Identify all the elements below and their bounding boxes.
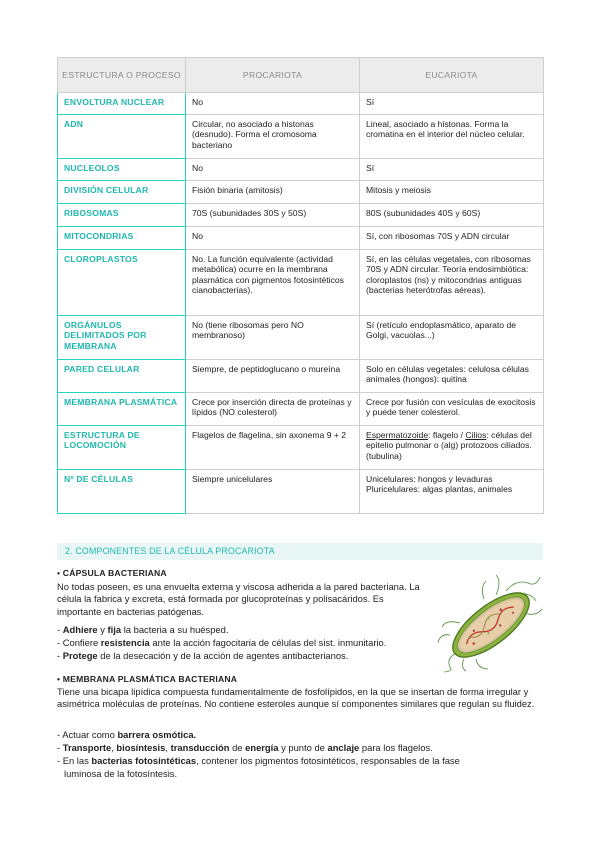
keyword: resistencia: [100, 637, 150, 648]
cell-eucariota: 80S (subunidades 40S y 60S): [360, 204, 544, 227]
term-espermatozoide: Espermatozoide: [366, 430, 429, 440]
membrana-paragraph: Tiene una bicapa lipídica compuesta fundamentalmente de fosfolípidos, en la que se insertan de forma irregular y asimétrica moléculas de proteínas. No contiene esteroles aunque sí componentes similares que regulan su fluidez.: [57, 686, 535, 710]
membrana-bullet-3: [57, 755, 460, 767]
keyword: energía: [245, 742, 279, 753]
table-row: [58, 204, 544, 227]
row-header: ESTRUCTURA DE LOCOMOCIÓN: [58, 426, 186, 470]
cell-procariota: No (tiene ribosomas pero NO membranoso): [186, 316, 360, 360]
bullet-text: ante la acción fagocitaria de células del sist. inmunitario.: [149, 637, 387, 648]
bullet-text: ,: [111, 742, 117, 753]
keyword: bacterias fotosintéticas: [91, 755, 197, 766]
row-header: ORGÁNULOS DELIMITADOS POR MEMBRANA: [58, 316, 186, 360]
cell-procariota: Siempre, de peptidoglucano o mureína: [186, 360, 360, 393]
row-header: CLOROPLASTOS: [58, 250, 186, 316]
row-header: ENVOLTURA NUCLEAR: [58, 93, 186, 115]
bacterium-illustration: [436, 573, 546, 673]
keyword: Adhiere: [62, 624, 98, 635]
term-cilios: Cilios: [465, 430, 487, 440]
table-row: [58, 470, 544, 514]
bullet-dash: -: [57, 624, 63, 635]
cell-eucariota: Sí, con ribosomas 70S y ADN circular: [360, 227, 544, 250]
row-header: Nº DE CÉLULAS: [58, 470, 186, 514]
membrana-bullet-2: [57, 742, 433, 754]
bullet-dash: -: [57, 650, 63, 661]
cell-procariota: No: [186, 93, 360, 115]
table-row: [58, 426, 544, 470]
table-row: [58, 115, 544, 159]
membrana-bullet-1: [57, 729, 196, 741]
cell-eucariota: Sí: [360, 159, 544, 181]
cell-eucariota: Sí (retículo endoplasmático, aparato de Golgi, vacuolas...): [360, 316, 544, 360]
bullet-dash: -: [57, 742, 63, 753]
row-header: RIBOSOMAS: [58, 204, 186, 227]
capsula-heading: • CÁPSULA BACTERIANA: [57, 568, 167, 578]
cell-procariota: No: [186, 159, 360, 181]
cell-procariota: No. La función equivalente (actividad metabólica) ocurre en la membrana plasmática con pigmentos fotosintéticos cianobacterias).: [186, 250, 360, 316]
cell-eucariota: Unicelulares: hongos y levaduras Pluricelulares: algas plantas, animales: [360, 470, 544, 514]
row-header: MITOCONDRIAS: [58, 227, 186, 250]
cell-eucariota: Lineal, asociado a histonas. Forma la cromatina en el interior del núcleo celular.: [360, 115, 544, 159]
cell-procariota: Flagelos de flagelina, sin axonema 9 + 2: [186, 426, 360, 470]
bullet-text: de la desecación y de la acción de agentes antibacterianos.: [97, 650, 349, 661]
cell-procariota: Crece por inserción directa de proteínas y lípidos (NO colesterol): [186, 393, 360, 426]
cell-eucariota: Solo en células vegetales: celulosa células animales (hongos): quitina: [360, 360, 544, 393]
cell-procariota: No: [186, 227, 360, 250]
cell-eucariota: Sí, en las células vegetales, con ribosomas 70S y ADN circular. Teoría endosimbiótica: cloroplastos (ns) y mitocondrias antiguas (bacterias heterótrofas aéreas).: [360, 250, 544, 316]
bullet-text: - Confiere: [57, 637, 101, 648]
keyword: Transporte: [62, 742, 112, 753]
row-header: PARED CELULAR: [58, 360, 186, 393]
capsula-bullet-2: [57, 637, 386, 649]
keyword: transducción: [170, 742, 230, 753]
capsula-paragraph: No todas poseen, es una envuelta externa y viscosa adherida a la pared bacteriana. La célula la fabrica y excreta, está formada por glucoproteínas y polisacáridos. Es importante en bacterias patógenas.: [57, 581, 420, 617]
header-estructura: ESTRUCTURA O PROCESO: [58, 58, 186, 93]
cell-procariota: Circular, no asociado a histonas (desnudo). Forma el cromosoma bacteriano: [186, 115, 360, 159]
keyword: Protege: [62, 650, 98, 661]
bullet-text: de: [229, 742, 246, 753]
table-row: [58, 227, 544, 250]
table-row: [58, 250, 544, 316]
membrana-bullet-3-cont: luminosa de la fotosíntesis.: [64, 768, 178, 779]
cell-procariota: Siempre unicelulares: [186, 470, 360, 514]
capsula-bullet-1: [57, 624, 228, 636]
table-row: [58, 316, 544, 360]
bullet-text: la bacteria a su huésped.: [121, 624, 229, 635]
table-row: [58, 181, 544, 204]
keyword: barrera osmótica.: [117, 729, 197, 740]
header-procariota: PROCARIOTA: [186, 58, 360, 93]
row-header: NUCLEOLOS: [58, 159, 186, 181]
table-header-row: [58, 58, 544, 93]
bullet-text: y punto de: [278, 742, 328, 753]
cell-text: : flagelo /: [428, 430, 466, 440]
cell-eucariota: [360, 426, 544, 470]
row-header: MEMBRANA PLASMÁTICA: [58, 393, 186, 426]
table-row: [58, 159, 544, 181]
keyword: fija: [107, 624, 122, 635]
header-eucariota: EUCARIOTA: [360, 58, 544, 93]
section-title: 2. COMPONENTES DE LA CÉLULA PROCARIOTA: [57, 543, 543, 560]
cell-eucariota: Crece por fusión con vesículas de exocitosis y puede tener colesterol.: [360, 393, 544, 426]
row-header: DIVISIÓN CELULAR: [58, 181, 186, 204]
bullet-text: para los flagelos.: [359, 742, 433, 753]
cell-eucariota: Sí: [360, 93, 544, 115]
bullet-text: ,: [165, 742, 171, 753]
cell-procariota: 70S (subunidades 30S y 50S): [186, 204, 360, 227]
bullet-text: - Actuar como: [57, 729, 118, 740]
row-header: ADN: [58, 115, 186, 159]
cell-text: : células del epitelio pulmonar o (alg) protozoos ciliados. (tubulina): [366, 430, 532, 461]
bullet-text: , contener los pigmentos fotosintéticos, responsables de la fase: [196, 755, 460, 766]
keyword: biosíntesis: [116, 742, 166, 753]
table-row: [58, 360, 544, 393]
bullet-text: - En las: [57, 755, 92, 766]
membrana-heading: • MEMBRANA PLASMÁTICA BACTERIANA: [57, 674, 238, 684]
comparison-table: [57, 57, 544, 514]
bullet-text: y: [97, 624, 108, 635]
table-row: [58, 93, 544, 115]
capsula-bullet-3: [57, 650, 348, 662]
cell-body-icon: [443, 582, 539, 669]
table-row: [58, 393, 544, 426]
cell-eucariota: Mitosis y meiosis: [360, 181, 544, 204]
keyword: anclaje: [327, 742, 360, 753]
cell-procariota: Fisión binaria (amitosis): [186, 181, 360, 204]
